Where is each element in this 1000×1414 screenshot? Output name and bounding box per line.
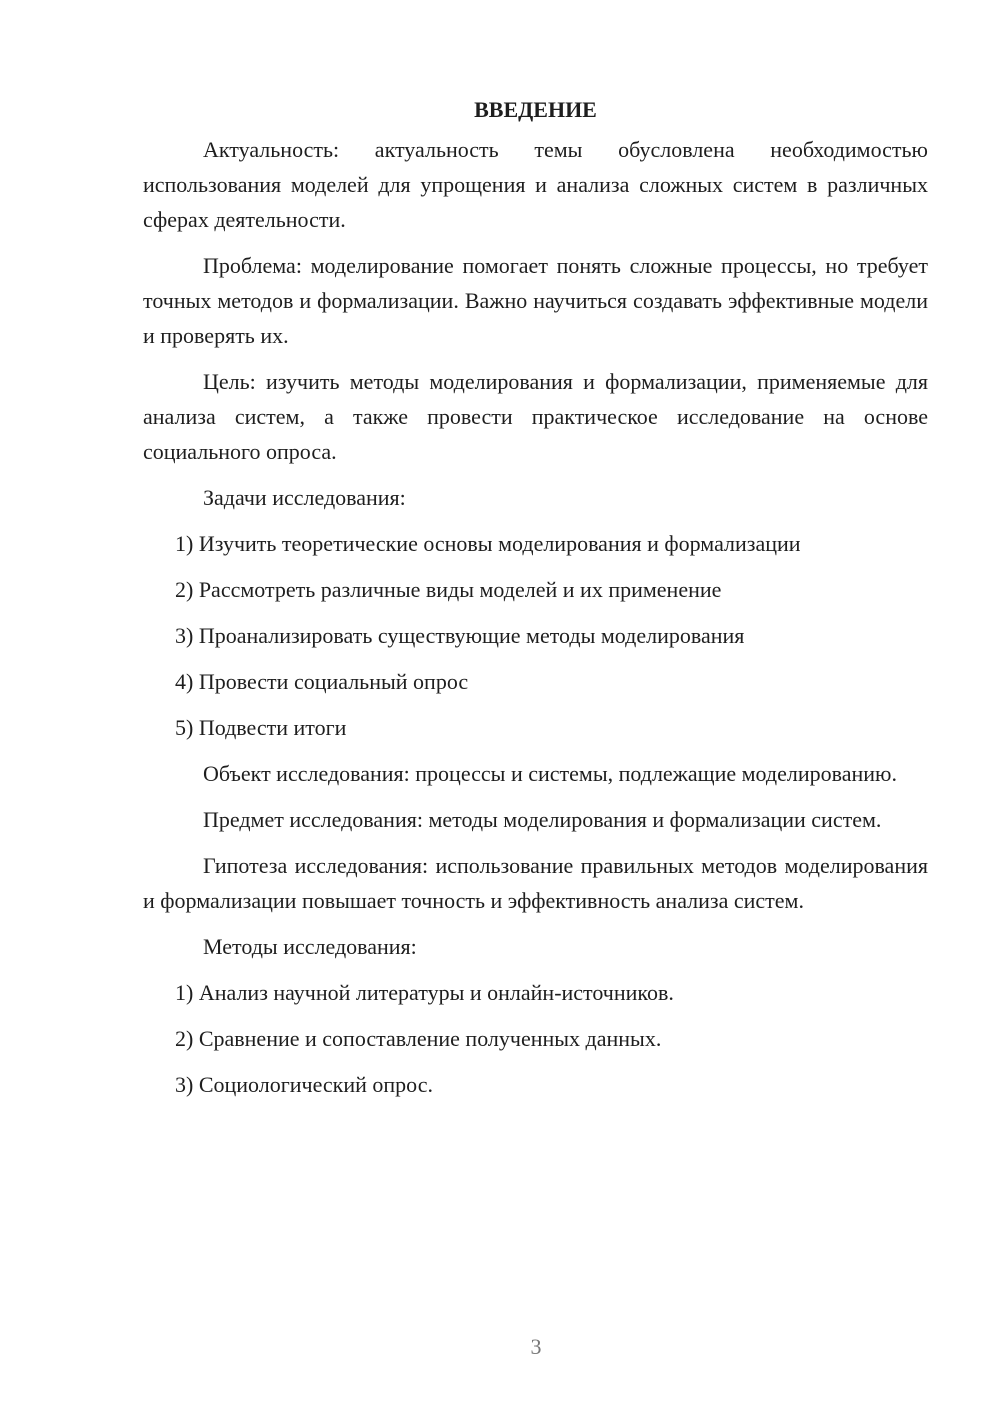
methods-heading: Методы исследования: [203,934,417,959]
method-item-3: 3) Социологический опрос. [175,1072,433,1097]
task-item-4: 4) Провести социальный опрос [175,669,469,694]
page-content [143,92,928,1113]
task-item-1: 1) Изучить теоретические основы моделирования и формализации [175,531,801,556]
page-title: ВВЕДЕНИЕ [474,97,597,122]
task-item-5: 5) Подвести итоги [175,715,347,740]
problem-paragraph: Проблема: моделирование помогает понять сложные процессы, но требует точных методов и формализации. Важно научиться создавать эффективные модели и проверять их. [143,253,928,348]
task-item-3: 3) Проанализировать существующие методы моделирования [175,623,745,648]
relevance-paragraph: Актуальность: актуальность темы обусловлена необходимостью использования моделей для упрощения и анализа сложных систем в различных сферах деятельности. [143,137,928,232]
hypothesis-paragraph: Гипотеза исследования: использование правильных методов моделирования и формализации повышает точность и эффективность анализа систем. [143,853,928,913]
task-item-2: 2) Рассмотреть различные виды моделей и их применение [175,577,722,602]
method-item-2: 2) Сравнение и сопоставление полученных данных. [175,1026,662,1051]
object-paragraph: Объект исследования: процессы и системы, подлежащие моделированию. [203,761,897,786]
method-item-1: 1) Анализ научной литературы и онлайн-источников. [175,980,674,1005]
subject-paragraph: Предмет исследования: методы моделирования и формализации систем. [203,807,882,832]
page-number: 3 [530,1334,542,1359]
goal-paragraph: Цель: изучить методы моделирования и формализации, применяемые для анализа систем, а также провести практическое исследование на основе социального опроса. [143,369,928,464]
tasks-heading: Задачи исследования: [203,485,406,510]
